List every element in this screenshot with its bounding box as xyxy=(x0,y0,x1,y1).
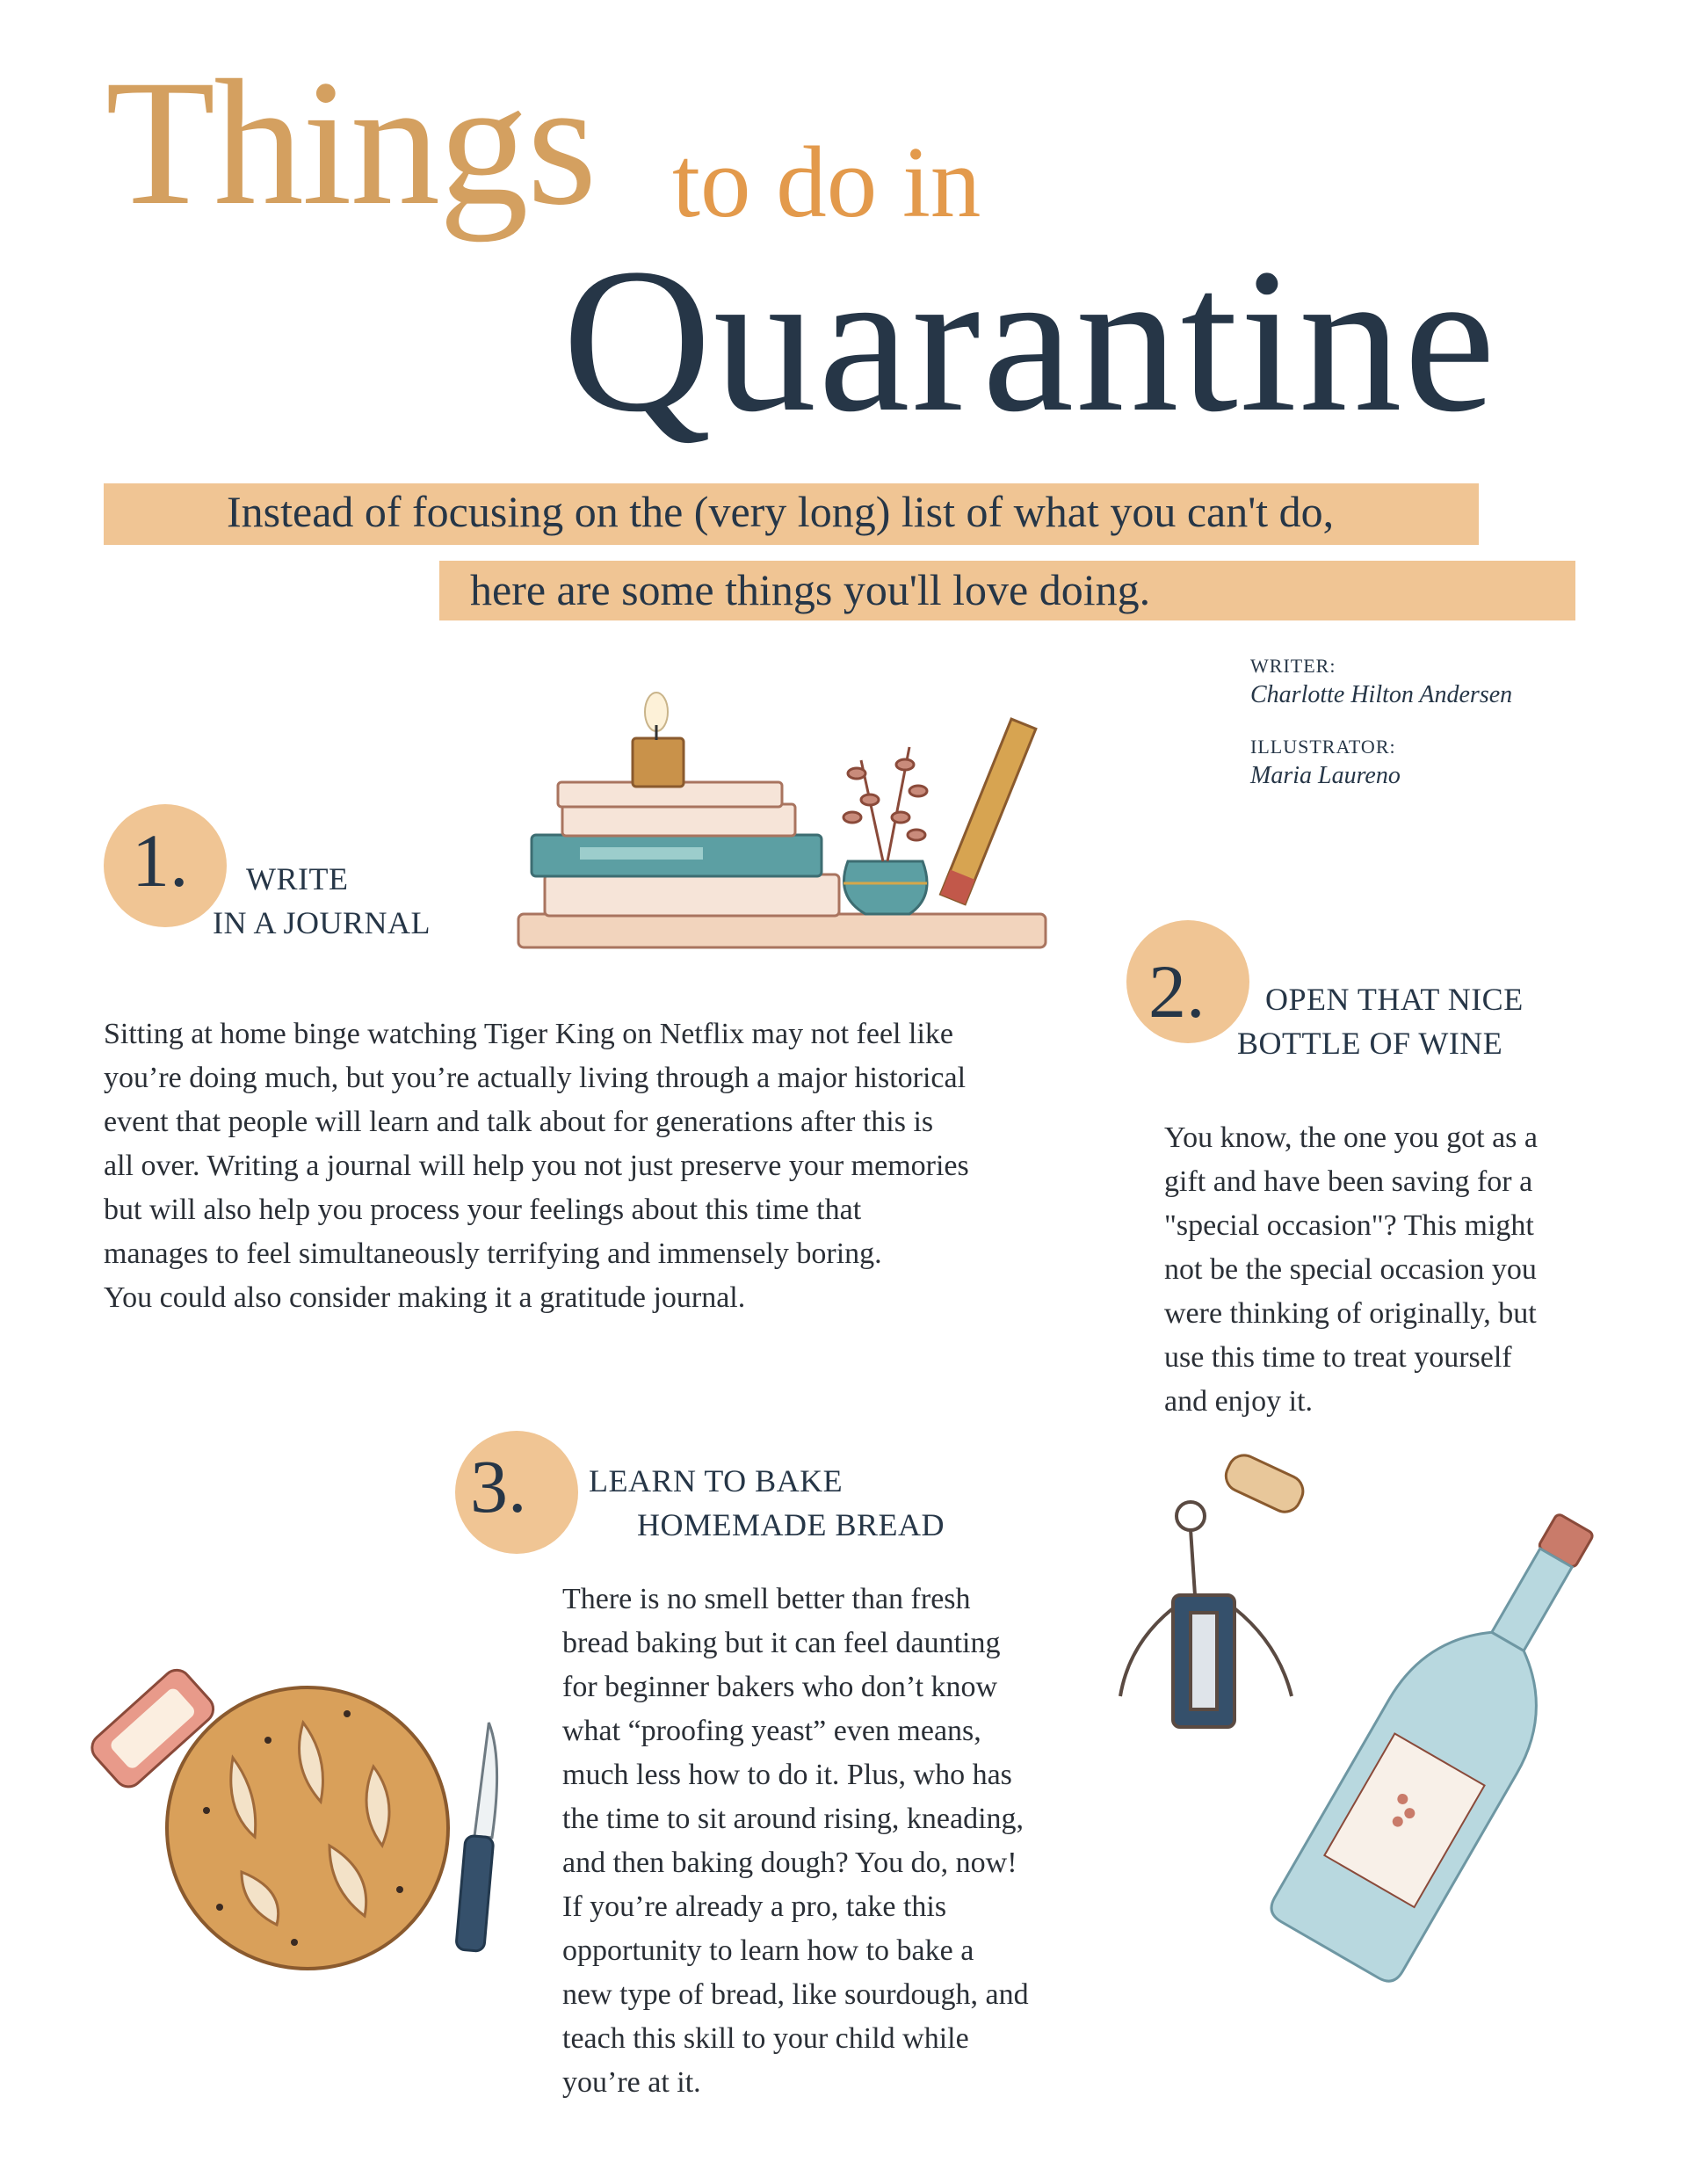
title-things: Things xyxy=(105,43,596,243)
section-body-1 xyxy=(104,1012,1114,1320)
writer-name: Charlotte Hilton Andersen xyxy=(1250,681,1513,708)
body-line: you’re doing much, but you’re actually living through a major historical xyxy=(104,1062,967,1094)
body-line: for beginner bakers who don’t know xyxy=(562,1671,998,1703)
body-line: use this time to treat yourself xyxy=(1164,1341,1512,1374)
body-line: the time to sit around rising, kneading, xyxy=(562,1803,1025,1835)
title-quarantine: Quarantine xyxy=(562,226,1497,454)
body-line: you’re at it. xyxy=(562,2066,701,2099)
body-line: new type of bread, like sourdough, and xyxy=(562,1978,1029,2011)
body-line: were thinking of originally, but xyxy=(1164,1297,1537,1330)
intro-line-2: here are some things you'll love doing. xyxy=(470,565,1151,614)
body-line: and then baking dough? You do, now! xyxy=(562,1847,1017,1879)
section-body-2 xyxy=(1164,1116,1621,1424)
body-line: There is no smell better than fresh xyxy=(562,1583,971,1615)
body-line: bread baking but it can feel daunting xyxy=(562,1627,1001,1659)
section-body-3 xyxy=(562,1578,1107,2105)
body-line: You know, the one you got as a xyxy=(1164,1121,1538,1154)
section-number-1: 1. xyxy=(132,818,189,903)
body-line: all over. Writing a journal will help you not just preserve your memories xyxy=(104,1150,969,1182)
body-line: You could also consider making it a gratitude journal. xyxy=(104,1281,746,1314)
wine-illustration xyxy=(1103,1441,1595,1986)
body-line: much less how to do it. Plus, who has xyxy=(562,1759,1012,1791)
section-heading-3 xyxy=(589,1459,945,1547)
body-line: manages to feel simultaneously terrifying and immensely boring. xyxy=(104,1237,882,1270)
heading-line: WRITE xyxy=(246,861,349,896)
body-line: If you’re already a pro, take this xyxy=(562,1890,947,1923)
body-line: but will also help you process your feelings about this time that xyxy=(104,1194,862,1226)
illustrator-label: ILLUSTRATOR: xyxy=(1250,736,1396,758)
illustrator-name: Maria Laureno xyxy=(1250,762,1401,789)
title-to-do-in: to do in xyxy=(672,127,981,238)
body-line: "special occasion"? This might xyxy=(1164,1209,1534,1242)
body-line: and enjoy it. xyxy=(1164,1385,1314,1418)
body-line: what “proofing yeast” even means, xyxy=(562,1715,981,1747)
intro-line-1: Instead of focusing on the (very long) list of what you can't do, xyxy=(227,487,1335,536)
heading-line: BOTTLE OF WINE xyxy=(1237,1026,1503,1061)
body-line: not be the special occasion you xyxy=(1164,1253,1537,1286)
writer-label: WRITER: xyxy=(1250,655,1336,677)
body-line: gift and have been saving for a xyxy=(1164,1165,1533,1198)
body-line: opportunity to learn how to bake a xyxy=(562,1934,974,1967)
section-heading-1 xyxy=(213,857,431,945)
body-line: Sitting at home binge watching Tiger King on Netflix may not feel like xyxy=(104,1018,953,1050)
body-line: teach this skill to your child while xyxy=(562,2022,969,2055)
section-number-2: 2. xyxy=(1148,949,1206,1034)
section-heading-2 xyxy=(1237,977,1524,1065)
section-number-3: 3. xyxy=(470,1444,527,1528)
heading-line: LEARN TO BAKE xyxy=(589,1463,844,1498)
credits xyxy=(1250,655,1512,790)
body-line: event that people will learn and talk about for generations after this is xyxy=(104,1106,934,1138)
heading-line: IN A JOURNAL xyxy=(213,905,431,940)
bookshelf-illustration xyxy=(496,677,1059,958)
bread-illustration xyxy=(66,1635,523,2004)
heading-line: OPEN THAT NICE xyxy=(1265,982,1524,1017)
heading-line: HOMEMADE BREAD xyxy=(637,1507,945,1542)
